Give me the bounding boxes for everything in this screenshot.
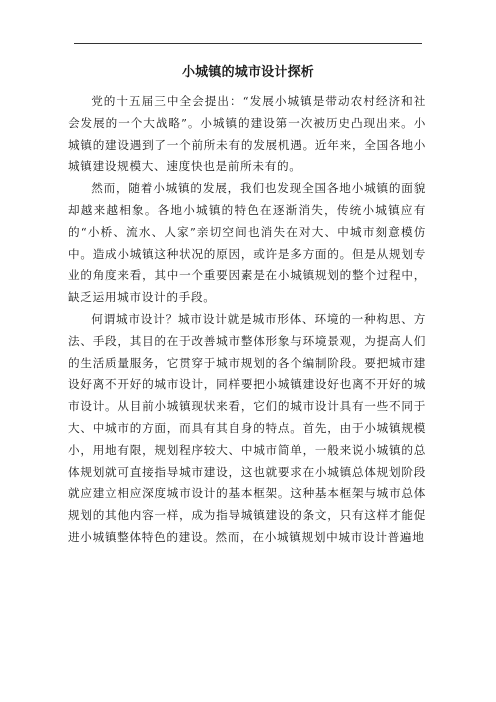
paragraph: 然而，随着小城镇的发展，我们也发现全国各地小城镇的面貌却越来越相象。各地小城镇的特色在逐渐消失，传统小城镇应有的“小桥、流水、人家”亲切空间也消失在对大、中城市刻意模仿中。造成小城镇这种状况的原因，或许是多方面的。但是从规划专业的角度来看，其中一个重要因素是在小城镇规划的整个过程中，缺乏运用城市设计的手段。 <box>68 181 426 305</box>
document-body <box>68 91 426 549</box>
paragraph: 何谓城市设计？城市设计就是城市形体、环境的一种构思、方法、手段，其目的在于改善城市整体形象与环境景观，为提高人们的生活质量服务，它贯穿于城市规划的各个编制阶段。要把城市建设好离不开好的城市设计，同样要把小城镇建设好也离不开好的城市设计。从目前小城镇现状来看，它们的城市设计具有一些不同于大、中城市的方面，而具有其自身的特点。首先，由于小城镇规模小，用地有限，规划程序较大、中城市简单，一般来说小城镇的总体规划就可直接指导城市建设，这也就要求在小城镇总体规划阶段就应建立相应深度城市设计的基本框架。这种基本框架与城市总体规划的其他内容一样，成为指导城镇建设的条文，只有这样才能促进小城镇整体特色的建设。然而，在小城镇规划中城市设计普遍地 <box>68 311 426 544</box>
paragraph: 党的十五届三中全会提出：“发展小城镇是带动农村经济和社会发展的一个大战略”。小城镇的建设第一次被历史凸现出来。小城镇的建设遇到了一个前所未有的发展机遇。近年来，全国各地小城镇建设规模大、速度快也是前所未有的。 <box>68 94 426 174</box>
document-title: 小城镇的城市设计探析 <box>181 65 314 80</box>
header-rule <box>74 43 422 44</box>
